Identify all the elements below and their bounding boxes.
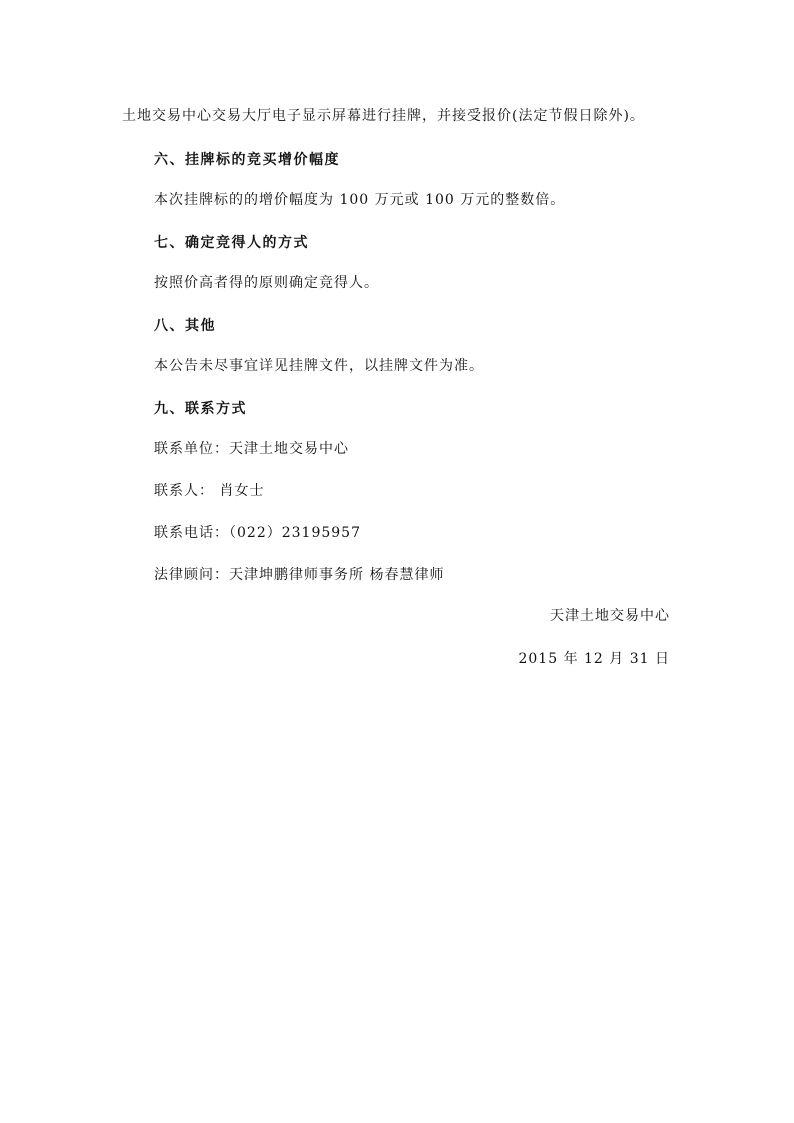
section-body-other: 本公告未尽事宜详见挂牌文件，以挂牌文件为准。	[154, 358, 484, 374]
contact-phone: 联系电话：（022）23195957	[154, 525, 361, 541]
section-heading-other: 八、其他	[154, 318, 216, 334]
signature-org: 天津土地交易中心	[550, 608, 670, 624]
section-heading-contact: 九、联系方式	[154, 401, 247, 417]
intro-line: 土地交易中心交易大厅电子显示屏幕进行挂牌，并接受报价(法定节假日除外)。	[122, 108, 645, 124]
signature-date: 2015 年 12 月 31 日	[518, 651, 670, 667]
section-body-winner: 按照价高者得的原则确定竞得人。	[154, 275, 379, 291]
contact-legal: 法律顾问：天津坤鹏律师事务所 杨春慧律师	[154, 567, 445, 583]
section-body-increment: 本次挂牌标的的增价幅度为 100 万元或 100 万元的整数倍。	[154, 192, 566, 208]
section-heading-winner: 七、确定竞得人的方式	[154, 235, 309, 251]
contact-unit: 联系单位：天津土地交易中心	[154, 441, 349, 457]
contact-person: 联系人： 肖女士	[154, 483, 265, 499]
section-heading-increment: 六、挂牌标的竞买增价幅度	[154, 152, 340, 168]
